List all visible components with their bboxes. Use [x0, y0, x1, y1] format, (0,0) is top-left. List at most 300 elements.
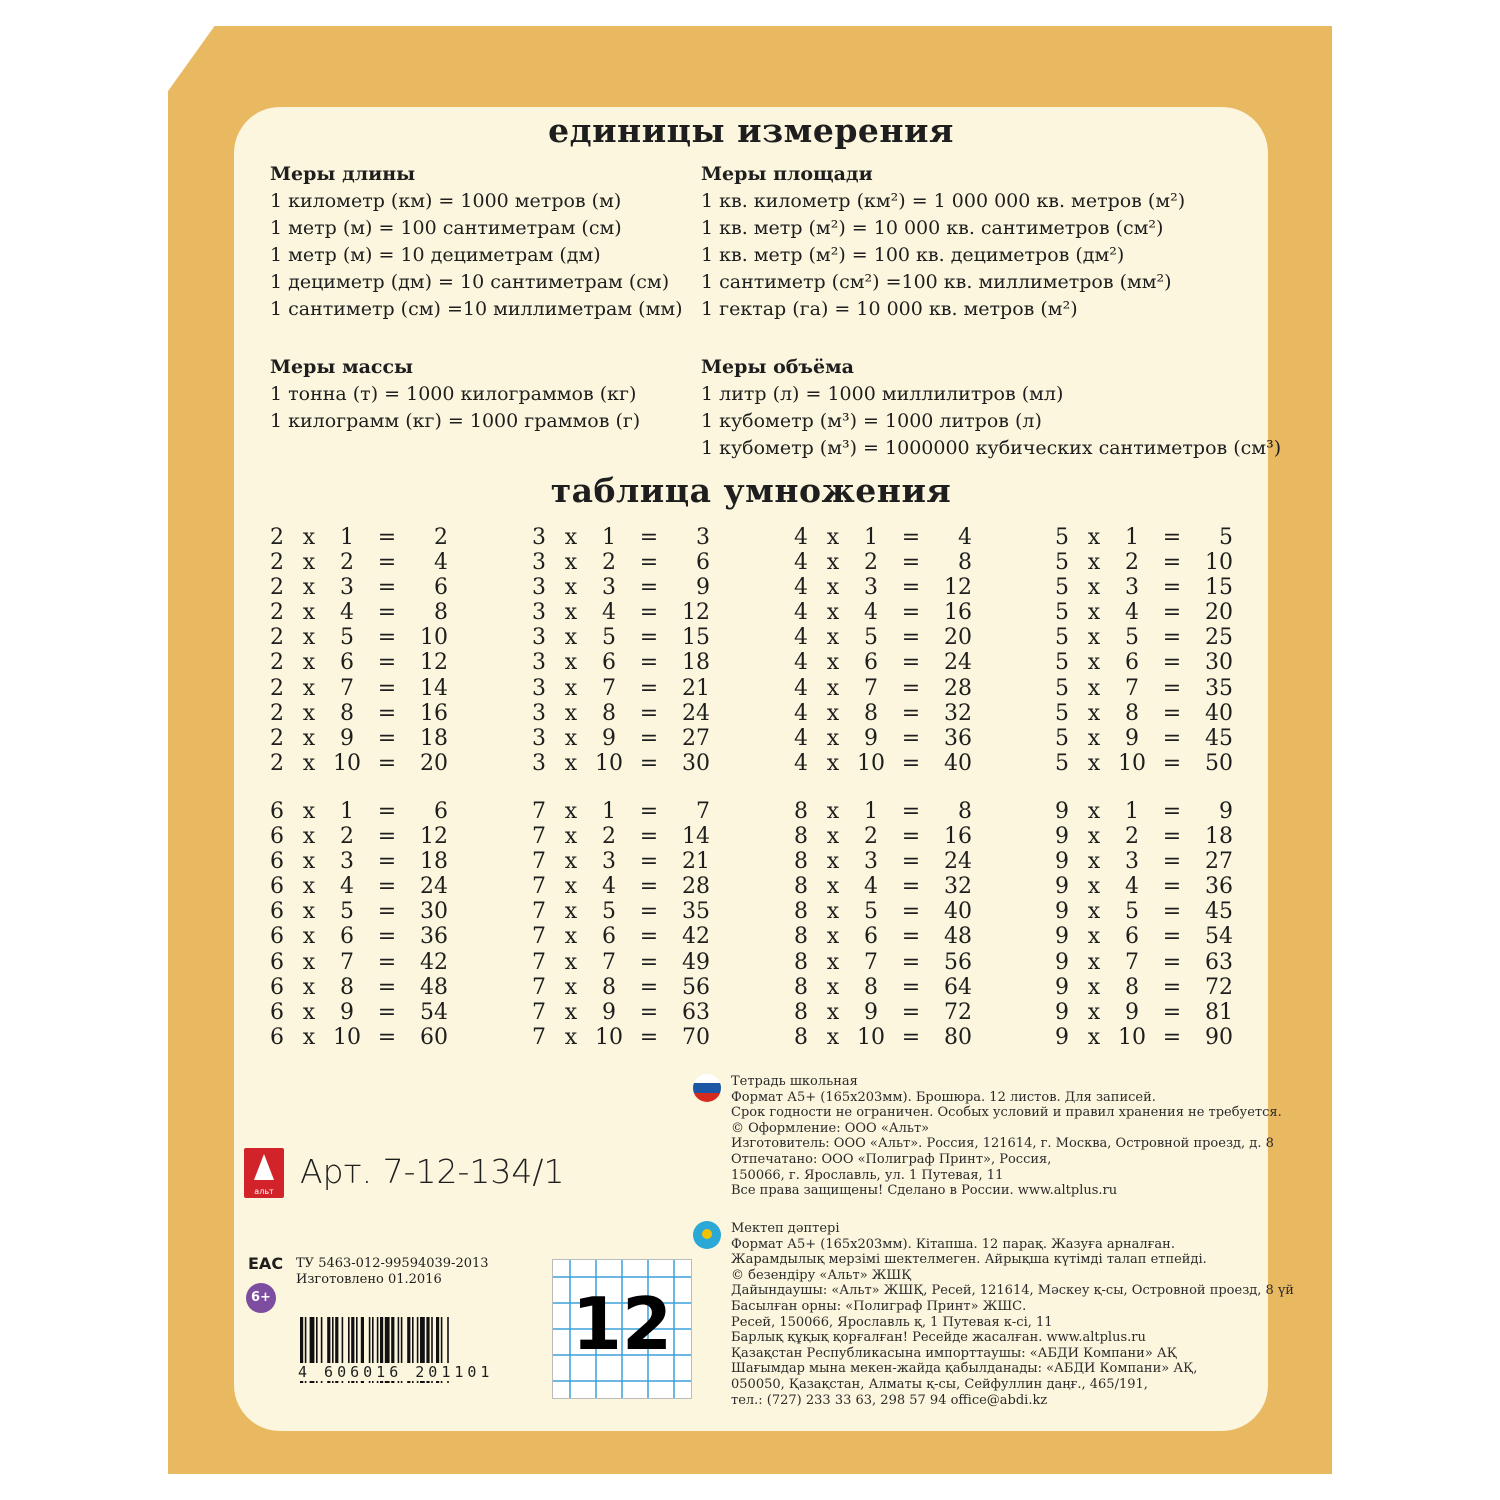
multiplier: 5: [1125, 899, 1139, 925]
equals-sign: =: [377, 625, 397, 651]
times-sign: х: [826, 700, 840, 726]
multiplier: 6: [602, 650, 616, 676]
factor: 4: [794, 725, 808, 751]
info-kz-line: Жарамдылық мерзімі шектелмеген. Айрықша күтімді талап етпейді.: [731, 1252, 1207, 1268]
mult-row: [268, 575, 448, 600]
multiplier: 7: [864, 949, 878, 975]
length-line: 1 метр (м) = 100 сантиметрам (см): [270, 217, 622, 239]
times-sign: х: [1087, 999, 1101, 1025]
times-sign: х: [302, 600, 316, 626]
mult-row: [530, 849, 710, 874]
times-sign: х: [302, 799, 316, 824]
mult-row: [268, 1025, 448, 1050]
volume-line: 1 литр (л) = 1000 миллилитров (мл): [701, 383, 1064, 405]
factor: 6: [270, 1024, 284, 1050]
equals-sign: =: [1162, 899, 1182, 925]
multiplier: 5: [340, 899, 354, 925]
multiplier: 1: [602, 799, 616, 824]
factor: 7: [532, 799, 546, 824]
times-sign: х: [564, 899, 578, 925]
equals-sign: =: [639, 874, 659, 900]
product: 36: [944, 725, 972, 751]
times-sign: х: [564, 525, 578, 550]
equals-sign: =: [901, 949, 921, 975]
factor: 2: [270, 700, 284, 726]
times-sign: х: [826, 725, 840, 751]
times-sign: х: [826, 999, 840, 1025]
mult-row: [268, 550, 448, 575]
mult-row: [792, 575, 972, 600]
equals-sign: =: [1162, 949, 1182, 975]
times-sign: х: [564, 799, 578, 824]
mult-block-3: [530, 525, 710, 776]
multiplier: 2: [340, 550, 354, 576]
product: 5: [1219, 525, 1233, 550]
multiplier: 7: [602, 675, 616, 701]
mult-row: [530, 676, 710, 701]
product: 63: [1205, 949, 1233, 975]
product: 35: [682, 899, 710, 925]
equals-sign: =: [901, 650, 921, 676]
times-sign: х: [826, 575, 840, 601]
equals-sign: =: [1162, 750, 1182, 776]
times-sign: х: [826, 750, 840, 776]
product: 9: [696, 575, 710, 601]
equals-sign: =: [1162, 974, 1182, 1000]
times-sign: х: [1087, 700, 1101, 726]
multiplier: 7: [340, 675, 354, 701]
product: 72: [1205, 974, 1233, 1000]
multiplier: 1: [864, 799, 878, 824]
factor: 7: [532, 874, 546, 900]
tu-line: Изготовлено 01.2016: [296, 1271, 442, 1287]
multiplier: 9: [340, 999, 354, 1025]
factor: 2: [270, 525, 284, 550]
area-line: 1 кв. метр (м²) = 100 кв. дециметров (дм²): [701, 244, 1125, 266]
multiplier: 3: [864, 849, 878, 875]
factor: 9: [1055, 899, 1069, 925]
factor: 7: [532, 974, 546, 1000]
product: 18: [420, 849, 448, 875]
russia-flag-icon: [693, 1074, 721, 1102]
info-ru-line: Срок годности не ограничен. Особых условий и правил хранения не требуется.: [731, 1105, 1282, 1121]
equals-sign: =: [639, 675, 659, 701]
barcode-number: 4 606016 201101: [296, 1363, 513, 1381]
area-title: Меры площади: [701, 163, 873, 185]
multiplier: 4: [1125, 600, 1139, 626]
equals-sign: =: [377, 525, 397, 550]
mult-row: [792, 650, 972, 675]
equals-sign: =: [639, 575, 659, 601]
multiplier: 8: [602, 974, 616, 1000]
mult-row: [1053, 849, 1233, 874]
product: 32: [944, 700, 972, 726]
factor: 8: [794, 924, 808, 950]
times-sign: х: [1087, 575, 1101, 601]
tu-info: [296, 1256, 489, 1287]
product: 90: [1205, 1024, 1233, 1050]
multiplier: 8: [864, 974, 878, 1000]
times-sign: х: [1087, 849, 1101, 875]
multiplier: 4: [602, 600, 616, 626]
multiplier: 6: [1125, 924, 1139, 950]
product: 6: [696, 550, 710, 576]
mult-row: [268, 824, 448, 849]
kazakhstan-flag-icon: [693, 1221, 721, 1249]
product: 45: [1205, 725, 1233, 751]
product: 16: [944, 600, 972, 626]
multiplier: 3: [602, 849, 616, 875]
mult-block-4: [792, 525, 972, 776]
mult-row: [268, 849, 448, 874]
times-sign: х: [302, 924, 316, 950]
area-line: 1 гектар (га) = 10 000 кв. метров (м²): [701, 298, 1078, 320]
factor: 8: [794, 874, 808, 900]
times-sign: х: [826, 625, 840, 651]
times-sign: х: [302, 949, 316, 975]
factor: 3: [532, 525, 546, 550]
product: 8: [958, 550, 972, 576]
multiplier: 8: [340, 700, 354, 726]
factor: 9: [1055, 874, 1069, 900]
factor: 6: [270, 999, 284, 1025]
area-line: 1 кв. километр (км²) = 1 000 000 кв. метров (м²): [701, 190, 1186, 212]
multiplier: 3: [340, 575, 354, 601]
mult-row: [1053, 726, 1233, 751]
product: 16: [420, 700, 448, 726]
times-sign: х: [564, 999, 578, 1025]
factor: 4: [794, 675, 808, 701]
product: 56: [682, 974, 710, 1000]
product: 72: [944, 999, 972, 1025]
info-ru-line: Формат А5+ (165х203мм). Брошюра. 12 листов. Для записей.: [731, 1089, 1156, 1105]
times-sign: х: [564, 949, 578, 975]
product: 40: [944, 750, 972, 776]
product: 15: [1205, 575, 1233, 601]
factor: 8: [794, 974, 808, 1000]
equals-sign: =: [1162, 725, 1182, 751]
equals-sign: =: [1162, 525, 1182, 550]
equals-sign: =: [377, 999, 397, 1025]
info-kz-line: Дайындаушы: «Альт» ЖШҚ, Ресей, 121614, Мәскеу қ-сы, Островной проезд, 8 үй: [731, 1283, 1294, 1299]
multiplier: 8: [340, 974, 354, 1000]
product: 60: [420, 1024, 448, 1050]
mult-row: [792, 1025, 972, 1050]
multiplier: 5: [340, 625, 354, 651]
times-sign: х: [826, 525, 840, 550]
times-sign: х: [826, 675, 840, 701]
mult-row: [792, 1000, 972, 1025]
factor: 6: [270, 849, 284, 875]
multiplier: 10: [857, 750, 885, 776]
times-sign: х: [564, 924, 578, 950]
equals-sign: =: [639, 600, 659, 626]
equals-sign: =: [377, 575, 397, 601]
info-ru-line: Все права защищены! Сделано в России. www.altplus.ru: [731, 1183, 1118, 1199]
area-group: [701, 160, 1281, 323]
times-sign: х: [302, 974, 316, 1000]
mult-row: [268, 751, 448, 776]
times-sign: х: [564, 1024, 578, 1050]
product: 2: [434, 525, 448, 550]
times-sign: х: [302, 625, 316, 651]
product: 27: [682, 725, 710, 751]
equals-sign: =: [1162, 700, 1182, 726]
product: 14: [420, 675, 448, 701]
times-sign: х: [302, 999, 316, 1025]
times-sign: х: [1087, 625, 1101, 651]
product: 12: [944, 575, 972, 601]
factor: 5: [1055, 675, 1069, 701]
factor: 6: [270, 799, 284, 824]
multiplier: 2: [1125, 550, 1139, 576]
mult-row: [1053, 1025, 1233, 1050]
product: 42: [682, 924, 710, 950]
factor: 5: [1055, 725, 1069, 751]
length-title: Меры длины: [270, 163, 416, 185]
product: 9: [1219, 799, 1233, 824]
equals-sign: =: [639, 650, 659, 676]
equals-sign: =: [639, 849, 659, 875]
factor: 2: [270, 750, 284, 776]
multiplier: 5: [1125, 625, 1139, 651]
times-sign: х: [1087, 874, 1101, 900]
equals-sign: =: [377, 750, 397, 776]
multiplier: 6: [340, 924, 354, 950]
info-ru-line: © Оформление: ООО «Альт»: [731, 1120, 930, 1136]
mult-row: [530, 799, 710, 824]
times-sign: х: [826, 949, 840, 975]
product: 4: [958, 525, 972, 550]
product: 45: [1205, 899, 1233, 925]
mass-title: Меры массы: [270, 356, 414, 378]
times-sign: х: [564, 700, 578, 726]
multiplier: 1: [340, 525, 354, 550]
times-sign: х: [1087, 550, 1101, 576]
factor: 8: [794, 899, 808, 925]
times-sign: х: [1087, 799, 1101, 824]
multiplier: 3: [1125, 849, 1139, 875]
multiplier: 7: [864, 675, 878, 701]
info-kz-line: © безендіру «Альт» ЖШҚ: [731, 1267, 912, 1283]
multiplier: 2: [602, 550, 616, 576]
equals-sign: =: [1162, 874, 1182, 900]
info-kz-line: 050050, Қазақстан, Алматы қ-сы, Сейфуллин даңғ., 465/191,: [731, 1376, 1148, 1392]
sheet-count-grid: [552, 1259, 692, 1399]
product: 7: [696, 799, 710, 824]
mult-row: [530, 924, 710, 949]
product: 21: [682, 849, 710, 875]
area-line: 1 кв. метр (м²) = 10 000 кв. сантиметров (см²): [701, 217, 1164, 239]
times-sign: х: [1087, 725, 1101, 751]
multiplier: 6: [1125, 650, 1139, 676]
product: 25: [1205, 625, 1233, 651]
length-group: [270, 160, 683, 323]
product: 35: [1205, 675, 1233, 701]
factor: 5: [1055, 575, 1069, 601]
factor: 4: [794, 525, 808, 550]
times-sign: х: [1087, 949, 1101, 975]
back-cover-panel: [234, 107, 1294, 1431]
mult-row: [530, 950, 710, 975]
multiplier: 9: [602, 999, 616, 1025]
factor: 9: [1055, 924, 1069, 950]
product: 80: [944, 1024, 972, 1050]
factor: 9: [1055, 824, 1069, 850]
factor: 9: [1055, 1024, 1069, 1050]
factor: 8: [794, 1024, 808, 1050]
mult-row: [268, 924, 448, 949]
equals-sign: =: [901, 974, 921, 1000]
multiplier: 6: [602, 924, 616, 950]
multiplier: 8: [602, 700, 616, 726]
mult-row: [268, 625, 448, 650]
equals-sign: =: [377, 700, 397, 726]
equals-sign: =: [377, 924, 397, 950]
equals-sign: =: [1162, 824, 1182, 850]
factor: 4: [794, 550, 808, 576]
factor: 4: [794, 700, 808, 726]
multiplier: 2: [864, 824, 878, 850]
mult-row: [530, 575, 710, 600]
mult-row: [530, 1000, 710, 1025]
equals-sign: =: [639, 750, 659, 776]
multiplier: 4: [340, 600, 354, 626]
multiplier: 7: [340, 949, 354, 975]
mass-group: [270, 353, 683, 435]
times-sign: х: [826, 1024, 840, 1050]
product: 10: [420, 625, 448, 651]
product: 20: [944, 625, 972, 651]
info-ru-line: Изготовитель: ООО «Альт». Россия, 121614, г. Москва, Островной проезд, д. 8: [731, 1136, 1274, 1152]
multiplier: 1: [1125, 799, 1139, 824]
factor: 7: [532, 924, 546, 950]
equals-sign: =: [377, 874, 397, 900]
mult-row: [268, 600, 448, 625]
equals-sign: =: [901, 799, 921, 824]
info-kz-line: тел.: (727) 233 33 63, 298 57 94 office@abdi.kz: [731, 1392, 1048, 1408]
factor: 2: [270, 550, 284, 576]
mult-row: [530, 600, 710, 625]
info-kz-line: Басылған орны: «Полиграф Принт» ЖШС.: [731, 1298, 1027, 1314]
equals-sign: =: [377, 824, 397, 850]
factor: 7: [532, 824, 546, 850]
product: 4: [434, 550, 448, 576]
equals-sign: =: [901, 999, 921, 1025]
mult-row: [1053, 676, 1233, 701]
equals-sign: =: [639, 525, 659, 550]
times-sign: х: [1087, 525, 1101, 550]
times-sign: х: [1087, 675, 1101, 701]
factor: 8: [794, 824, 808, 850]
multiplier: 1: [864, 525, 878, 550]
equals-sign: =: [901, 700, 921, 726]
product: 8: [958, 799, 972, 824]
equals-sign: =: [901, 824, 921, 850]
product: 54: [1205, 924, 1233, 950]
equals-sign: =: [901, 849, 921, 875]
factor: 4: [794, 625, 808, 651]
product: 3: [696, 525, 710, 550]
equals-sign: =: [639, 1024, 659, 1050]
mult-row: [1053, 950, 1233, 975]
mult-row: [792, 701, 972, 726]
mult-row: [1053, 975, 1233, 1000]
multiplier: 3: [340, 849, 354, 875]
multiplier: 5: [602, 625, 616, 651]
factor: 3: [532, 675, 546, 701]
equals-sign: =: [1162, 924, 1182, 950]
multiplication-title: таблица умножения: [550, 471, 952, 510]
equals-sign: =: [901, 625, 921, 651]
multiplier: 10: [333, 750, 361, 776]
multiplier: 2: [340, 824, 354, 850]
factor: 8: [794, 849, 808, 875]
info-kz-line: Мектеп дәптері: [731, 1221, 840, 1236]
mult-row: [1053, 924, 1233, 949]
info-kz-line: Барлық құқық қорғалған! Ресейде жасалған. www.altplus.ru: [731, 1330, 1146, 1346]
times-sign: х: [826, 550, 840, 576]
multiplier: 10: [1118, 750, 1146, 776]
product: 49: [682, 949, 710, 975]
times-sign: х: [1087, 600, 1101, 626]
volume-line: 1 кубометр (м³) = 1000000 кубических сантиметров (см³): [701, 437, 1282, 459]
mult-block-6: [268, 799, 448, 1050]
times-sign: х: [826, 849, 840, 875]
equals-sign: =: [377, 899, 397, 925]
mult-block-7: [530, 799, 710, 1050]
times-sign: х: [564, 849, 578, 875]
mult-row: [1053, 650, 1233, 675]
equals-sign: =: [1162, 550, 1182, 576]
mult-row: [792, 600, 972, 625]
equals-sign: =: [1162, 1024, 1182, 1050]
product: 27: [1205, 849, 1233, 875]
multiplier: 9: [1125, 725, 1139, 751]
product: 6: [434, 799, 448, 824]
mult-row: [792, 874, 972, 899]
multiplier: 10: [857, 1024, 885, 1050]
equals-sign: =: [1162, 799, 1182, 824]
product: 21: [682, 675, 710, 701]
product: 54: [420, 999, 448, 1025]
multiplier: 10: [1118, 1024, 1146, 1050]
factor: 3: [532, 625, 546, 651]
multiplier: 4: [1125, 874, 1139, 900]
factor: 5: [1055, 525, 1069, 550]
logo-text: альт: [254, 1187, 274, 1196]
product: 36: [1205, 874, 1233, 900]
mult-row: [530, 650, 710, 675]
mult-block-9: [1053, 799, 1233, 1050]
equals-sign: =: [639, 949, 659, 975]
factor: 2: [270, 650, 284, 676]
product: 18: [1205, 824, 1233, 850]
times-sign: х: [1087, 924, 1101, 950]
info-kz-line: Қазақстан Республикасына импорттаушы: «АБДИ Компани» АҚ: [731, 1345, 1177, 1361]
equals-sign: =: [377, 949, 397, 975]
equals-sign: =: [1162, 575, 1182, 601]
product: 20: [1205, 600, 1233, 626]
mult-row: [268, 899, 448, 924]
factor: 3: [532, 750, 546, 776]
times-sign: х: [564, 675, 578, 701]
factor: 3: [532, 550, 546, 576]
times-sign: х: [1087, 750, 1101, 776]
equals-sign: =: [1162, 625, 1182, 651]
equals-sign: =: [377, 675, 397, 701]
factor: 2: [270, 625, 284, 651]
